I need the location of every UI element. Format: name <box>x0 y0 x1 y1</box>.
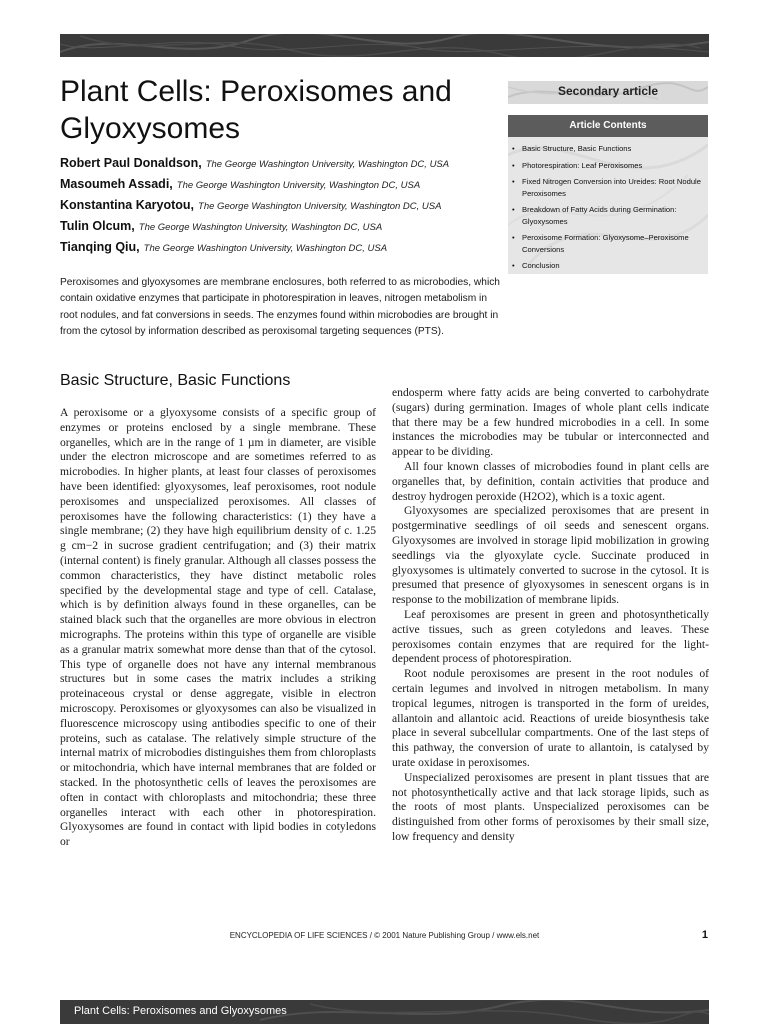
secondary-article-label: Secondary article <box>557 84 659 98</box>
author-name: Robert Paul Donaldson, <box>60 156 202 170</box>
body-paragraph: endosperm where fatty acids are being converted to carbohydrate (sugars) during germination. Images of whole plant cells indicate that there may be a few hundred microbodies in a cell. In some instances the microbodies may be tubular or interconnected and appear to be dividing. <box>392 386 709 459</box>
body-paragraph: Leaf peroxisomes are present in green and photosynthetically active tissues, such as green cotyledons and leaves. These peroxisomes contain enzymes that are required for the light-dependent process of photorespiration. <box>392 607 709 666</box>
contents-item-label: Conclusion <box>522 261 560 270</box>
author-name: Tulin Olcum, <box>60 219 135 233</box>
page-number: 1 <box>701 929 708 941</box>
author-affiliation: The George Washington University, Washington DC, USA <box>198 201 442 212</box>
contents-list <box>508 137 708 272</box>
author-list <box>60 152 500 257</box>
body-paragraph: All four known classes of microbodies found in plant cells are organelles that, by definition, contain activities that produce and destroy hydrogen peroxide (H2O2), which is a toxic agent. <box>392 459 709 503</box>
contents-item[interactable] <box>512 260 702 272</box>
body-paragraph: Root nodule peroxisomes are present in the root nodules of certain legumes and involved in nitrogen metabolism. In many tropical legumes, nitrogen is transported in the form of ureides, allantoin and allantoic acid. Reactions of ureide biosynthesis take place in several subcellular compartments. One of the last steps of this pathway, the conversion of urate to allantoin, is catalysed by urate oxidase in peroxisomes. <box>392 667 709 769</box>
abstract: Peroxisomes and glyoxysomes are membrane enclosures, both referred to as microbodies, which contain oxidative enzymes that participate in photorespiration in leaves, nitrogen metabolism in root nodules, and fat conversions in seeds. The enzymes found within microbodies are brought in from the cytosol by information described as peroxisomal targeting sequences (PTS). <box>60 277 500 338</box>
section-heading: Basic Structure, Basic Functions <box>60 372 291 389</box>
author-entry <box>60 173 500 194</box>
author-name: Tianqing Qiu, <box>60 240 140 254</box>
bullet-icon: • <box>512 160 515 170</box>
body-paragraph: Glyoxysomes are specialized peroxisomes that are present in postgerminative seedlings of oil seeds and senescent organs. Glyoxysomes are involved in storage lipid mobilization in growing seedlings via the glyoxylate cycle. Succinate produced in glyoxysomes is ultimately converted to sucrose in the cytosol. It is presumed that presence of glyoxysomes in senescent organs is in response to the mobilization of membrane lipids. <box>392 504 709 607</box>
article-contents-title: Article Contents <box>508 115 708 137</box>
author-affiliation: The George Washington University, Washington DC, USA <box>138 222 383 233</box>
article-title: Plant Cells: Peroxisomes and Glyoxysomes <box>60 75 452 145</box>
decorative-swirl-pattern <box>60 34 709 57</box>
author-entry <box>60 152 500 173</box>
author-affiliation: The George Washington University, Washington DC, USA <box>205 159 450 170</box>
contents-item[interactable] <box>512 204 702 227</box>
secondary-article-banner <box>508 81 708 104</box>
contents-item[interactable] <box>512 232 702 255</box>
running-title: Plant Cells: Peroxisomes and Glyoxysomes <box>74 1005 287 1017</box>
contents-item-label: Photorespiration: Leaf Peroxisomes <box>522 160 643 170</box>
page-footer: ENCYCLOPEDIA OF LIFE SCIENCES / © 2001 Nature Publishing Group / www.els.net <box>229 931 540 940</box>
footer-band <box>60 1000 709 1024</box>
contents-item[interactable] <box>512 160 702 172</box>
author-affiliation: The George Washington University, Washington DC, USA <box>176 180 421 191</box>
contents-item-label: Fixed Nitrogen Conversion into Ureides: Root Nodule Peroxisomes <box>522 177 701 198</box>
body-column-left <box>60 406 376 850</box>
contents-item-label: Breakdown of Fatty Acids during Germination: Glyoxysomes <box>522 205 677 226</box>
bullet-icon: • <box>512 261 515 270</box>
author-affiliation: The George Washington University, Washington DC, USA <box>143 243 388 254</box>
header-band <box>60 34 709 57</box>
bullet-icon: • <box>512 177 515 186</box>
bullet-icon: • <box>512 144 515 153</box>
body-paragraph: A peroxisome or a glyoxysome consists of a specific group of enzymes or proteins enclosed by a single membrane. These organelles, which are in the range of 1 µm in diameter, are visible under the electron microscope and are sometimes referred to as microbodies. In higher plants, at least four classes of peroxisomes have been identified: glyoxysomes, leaf peroxisomes, root nodule peroxisomes and unspecialized peroxisomes. All classes of peroxisomes have the following characteristics: (1) they have a single membrane; (2) they have high equilibrium density of c. 1.25 g cm−2 in sucrose gradient centrifugation; and (3) their matrix (internal content) is finely granular. Although all classes possess the common characteristics, they have distinct metabolic roles specified by the developmental stage and type of cell. Catalase, which is by definition always found in these organelles, can be stained black such that the organelles are more obvious in electron micrographs. The proteins within this type of organelle are visible as a granular matrix somewhat more dense than that of the cytosol. This type of organelle does not have any internal membranous structures but in some cases the matrix includes a striking proteinaceous crystal or dense aggregate, visible in electron microscopy. Peroxisomes or glyoxysomes can also be visualized in fluorescence microscopy using antibodies specific to one of their proteins, such as catalase. The relatively simple structure of the internal matrix of microbodies distinguishes them from chloroplasts or mitochondria, which have internal membranes that are folded or stacked. In the photosynthetic cells of leaves the peroxisomes are often in contact with chloroplasts and mitochondria; these three organelles interact with each other in photorespiration. Glyoxysomes are found in contact with lipid bodies in cotyledons or <box>60 406 376 849</box>
author-entry <box>60 215 500 236</box>
author-entry <box>60 236 500 257</box>
contents-item-label: Basic Structure, Basic Functions <box>522 144 632 153</box>
bullet-icon: • <box>512 233 515 242</box>
author-entry <box>60 194 500 215</box>
author-name: Konstantina Karyotou, <box>60 198 195 212</box>
contents-item[interactable] <box>512 143 702 155</box>
article-contents-box <box>508 115 708 274</box>
body-column-right <box>392 386 709 845</box>
body-paragraph: Unspecialized peroxisomes are present in plant tissues that are not photosynthetically active and that lack storage lipids, such as the roots of most plants. Unspecialized peroxisomes can be distinguished from other forms of peroxisomes by their small size, low frequency and density <box>392 770 709 843</box>
contents-item[interactable] <box>512 176 702 199</box>
author-name: Masoumeh Assadi, <box>60 177 173 191</box>
bullet-icon: • <box>512 205 515 214</box>
contents-item-label: Peroxisome Formation: Glyoxysome–Peroxisome Conversions <box>522 233 689 254</box>
